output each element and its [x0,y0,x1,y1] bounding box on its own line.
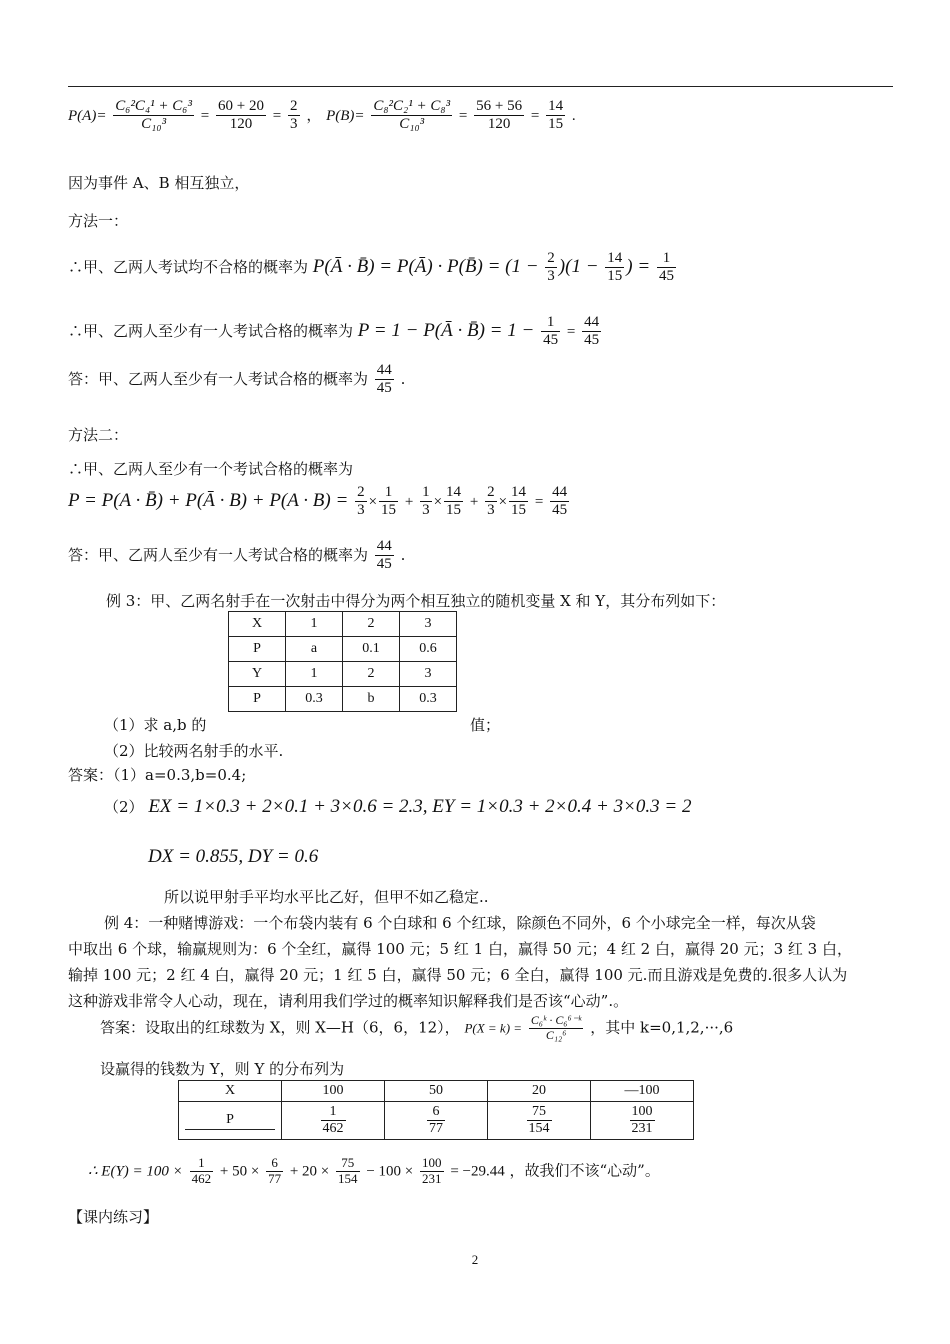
question-2: （2）比较两名射手的水平. [104,742,284,760]
method1-heading: 方法一： [68,212,129,230]
example4-line3: 输掉 100 元；2 红 4 白，赢得 20 元；1 红 5 白，赢得 50 元；6 全白，赢得 100 元.而且游戏是免费的.很多人认为 [68,966,848,984]
answer4-y-line: 设赢得的钱数为 Y，则 Y 的分布列为 [100,1060,345,1078]
m1-line1: ∴甲、乙两人考试均不合格的概率为 P(Ā · B̄) = P(Ā) · P(B̄) = (1 − $\frac{2}{3}$ )(1 − $\frac{14}{15}$ ) = $\frac{1}{45}$ [68,250,674,285]
answer-1: 答：甲、乙两人至少有一人考试合格的概率为 $\frac{44}{45}$ . [68,362,406,397]
pa-label: P(A)= [68,107,107,124]
method2-heading: 方法二： [68,426,129,444]
answer3-conclusion: 所以说甲射手平均水平比乙好，但甲不如乙稳定.. [164,888,489,906]
pb-frac3: $\frac{14}{15}$ [548,98,564,133]
pa-frac1: $\frac{\text{C₆²C₄¹ + C₆³}}{\text{C₁₀³}}$ [115,98,192,133]
example4-line4: 这种游戏非常令人心动，现在，请利用我们学过的概率知识解释我们是否该“心动”.。 [68,992,629,1010]
page-number: 2 [471,1252,479,1267]
distribution-table-xy: X 1 2 3 P a 0.1 0.6 Y 1 2 3 P 0.3 b 0.3 [228,611,457,712]
m1-line2-frac1: $\frac{1}{45}$ [543,314,559,349]
hypergeometric-frac: $\frac{\text{C₆ᵏ · C₆⁶⁻ᵏ}}{\text{C₁₂⁶}}$ [530,1013,582,1042]
m1-line2: ∴甲、乙两人至少有一人考试合格的概率为 P = 1 − P(Ā · B̄) = 1 − $\frac{1}{45}$ = $\frac{44}{45}$ [68,314,600,349]
answer-2-frac: $\frac{44}{45}$ [376,538,392,573]
answer3-part2: （2） EX = 1×0.3 + 2×0.1 + 3×0.6 = 2.3, EY = 1×0.3 + 2×0.4 + 3×0.3 = 2 [104,796,692,817]
section-heading: 【课内练习】 [68,1208,159,1226]
answer-1-frac: $\frac{44}{45}$ [376,362,392,397]
m1-frac2: $\frac{14}{15}$ [607,250,623,285]
pb-frac2: $\frac{56 + 56}{120}$ [476,98,523,133]
example4-line2: 中取出 6 个球，输赢规则为：6 个全红，赢得 100 元；5 红 1 白，赢得 50 元；4 红 2 白，赢得 20 元；3 红 3 白， [68,940,852,958]
answer3-part1: 答案：（1）a=0.3,b=0.4; [68,766,247,784]
pb-label: P(B)= [326,107,365,124]
m2-line1: ∴甲、乙两人至少有一个考试合格的概率为 [68,460,354,478]
winnings-table: X 100 50 20 —100 P $\frac{1}{462}$ $\frac{6}{77}$ $\frac{75}{154}$ $\frac{100}{231}$ [178,1080,694,1140]
independent-line: 因为事件 A、B 相互独立， [68,174,250,192]
expectation-line: ∴ E(Y) = 100 × $\frac{1}{462}$ + 50 × $\frac{6}{77}$ + 20 × $\frac{75}{154}$ − 100 × $\frac{100}{231}$ = −29.44 ，故我们不该“心动”。 [88,1155,660,1186]
header-rule [68,86,893,87]
m2-line2: P = P(A · B̄) + P(Ā · B) + P(A · B) = $\frac{2}{3}$ × $\frac{1}{15}$ + $\frac{1}{3}$ × $\frac{14}{15}$ + $\frac{2}{3}$ × $\frac{14}{15}$ = $\frac{44}{45}$ [68,484,568,519]
answer3-variance: DX = 0.855, DY = 0.6 [148,846,319,867]
question-1-right: 值； [470,716,501,734]
answer-2: 答：甲、乙两人至少有一人考试合格的概率为 $\frac{44}{45}$ . [68,538,406,573]
pa-frac2: $\frac{60 + 20}{120}$ [218,98,264,133]
question-1-left: （1）求 a,b 的 [104,716,207,734]
pa-frac3: $\frac{2}{3}$ [290,98,298,133]
example3-text: 例 3：甲、乙两名射手在一次射击中得分为两个相互独立的随机变量 X 和 Y，其分布列如下： [106,592,726,610]
m1-frac1: $\frac{2}{3}$ [547,250,555,285]
example4-line1: 例 4：一种赌博游戏：一个布袋内装有 6 个白球和 6 个红球，除颜色不同外，6 个小球完全一样，每次从袋 [104,914,816,932]
pa-pb-line: P(A)= $\frac{\text{C₆²C₄¹ + C₆³}}{\text{C₁₀³}}$ = $\frac{60 + 20}{120}$ = $\frac{2}{3}$ ， P(B)= $\frac{\text{C₈²C₂¹ + C₈³}}{\text{C₁₀³}}$ = $\frac{56 + 56}{120}$ = $\frac{14}{15}$ . [68,98,576,133]
pb-frac1: $\frac{\text{C₈²C₂¹ + C₈³}}{\text{C₁₀³}}$ [373,98,451,133]
m1-line2-frac2: $\frac{44}{45}$ [584,314,600,349]
m2-result-frac: $\frac{44}{45}$ [552,484,568,519]
m1-frac3: $\frac{1}{45}$ [658,250,674,285]
answer4-line: 答案：设取出的红球数为 X，则 X—H（6，6，12）， P(X = k) = $\frac{\text{C₆ᵏ · C₆⁶⁻ᵏ}}{\text{C₁₂⁶}}$ ，其中 k=0,1,2,···,6 [100,1013,734,1042]
